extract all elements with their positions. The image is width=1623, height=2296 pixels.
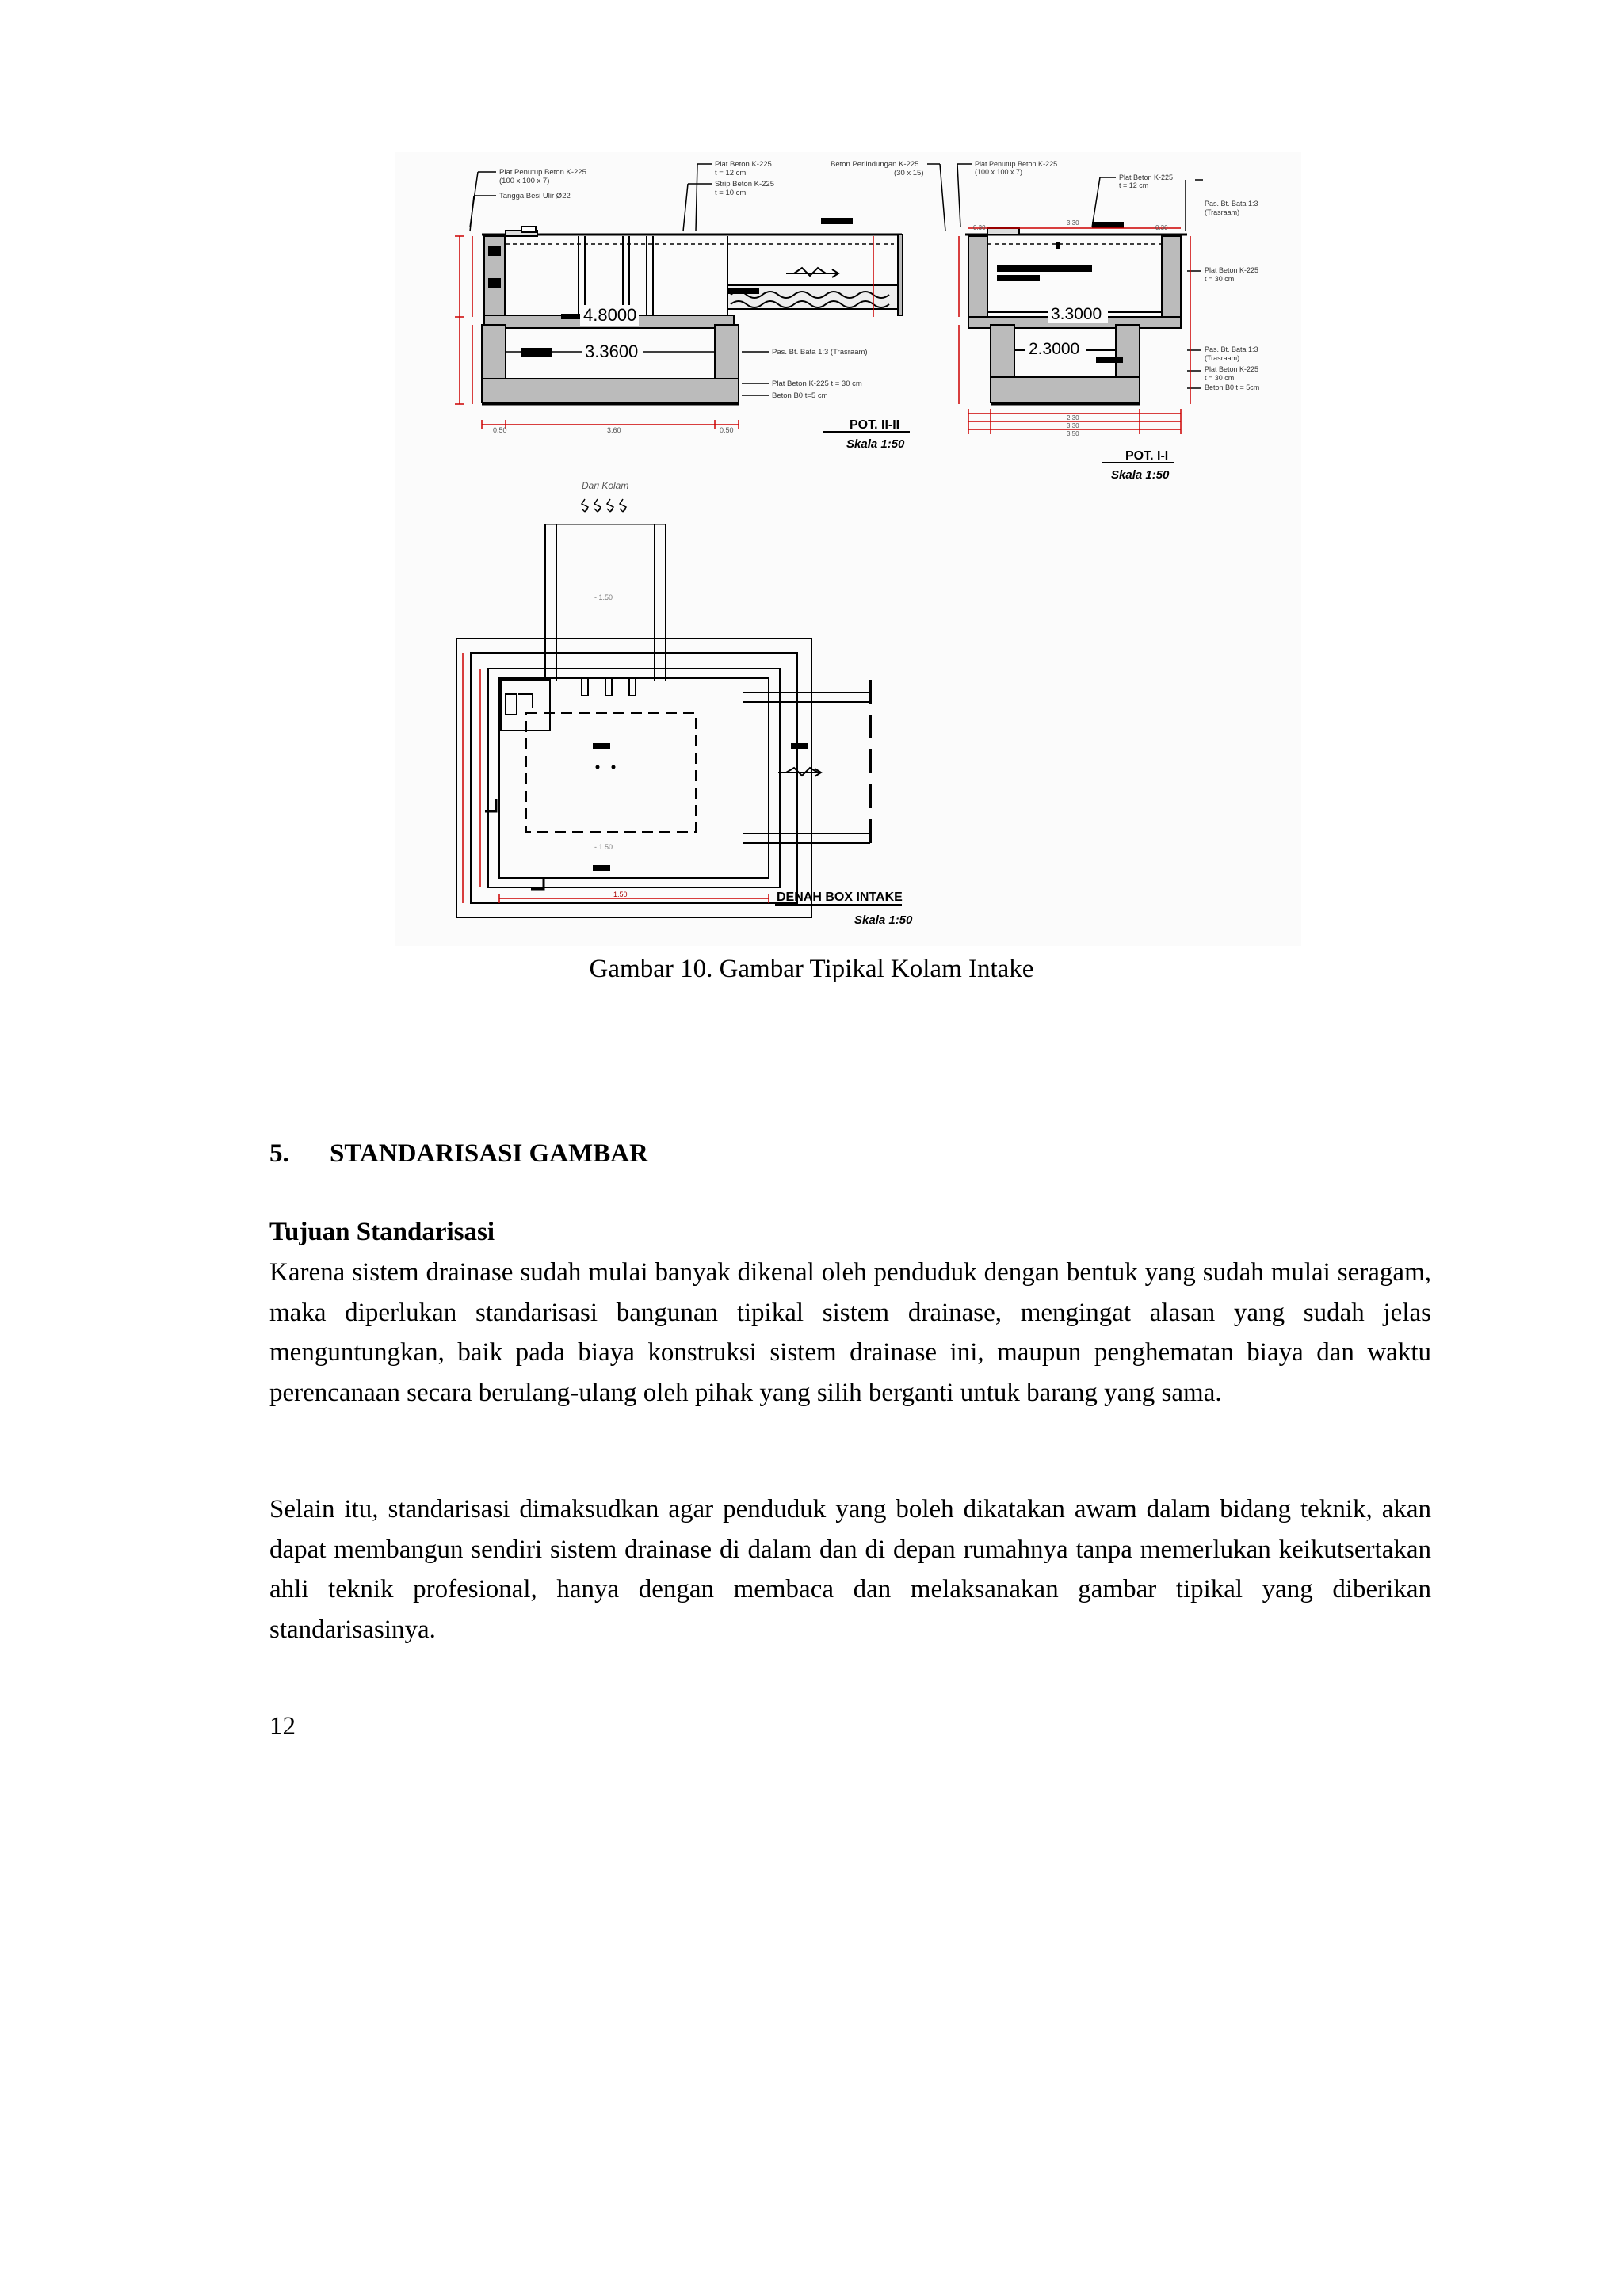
svg-text:3.30: 3.30 <box>1067 219 1079 227</box>
right-bottom-width: 2.3000 <box>1029 340 1080 358</box>
section-right-title: POT. I-I <box>1125 449 1169 463</box>
annotation: t = 30 cm <box>1205 374 1235 382</box>
body-paragraph: Karena sistem drainase sudah mulai banyak dikenal oleh penduduk dengan bentuk yang sudah mulai seragam, maka diperlukan standarisasi bangunan tipikal sistem drainase, mengingat alasan yang sudah jelas menguntungkan, baik pada biaya konstruksi sistem drainase ini, maupun penghematan biaya dan waktu perencanaan secara berulang-ulang oleh pihak yang silih berganti untuk barang yang sama. <box>269 1258 1431 1407</box>
section-heading <box>269 1138 648 1169</box>
annotation: Beton B0 t = 5cm <box>1205 383 1260 391</box>
svg-text:3.30: 3.30 <box>1067 422 1079 429</box>
left-bottom-width: 3.3600 <box>585 341 639 361</box>
annotation: Plat Beton K-225 <box>1205 365 1259 373</box>
annotation: (100 x 100 x 7) <box>975 168 1023 176</box>
annotation: (Trasraam) <box>1205 354 1240 362</box>
annotation: Pas. Bt. Bata 1:3 <box>1205 345 1258 353</box>
left-top-width: 4.8000 <box>583 305 637 325</box>
annotation: Plat Beton K-225 <box>1119 174 1174 181</box>
section-number: 5. <box>269 1139 289 1168</box>
plan-title: DENAH BOX INTAKE <box>777 891 903 904</box>
annotation: t = 12 cm <box>1119 181 1149 189</box>
annotation: t = 30 cm <box>1205 275 1235 283</box>
annotation: Beton Perlindungan K-225 <box>831 160 919 169</box>
annotation: (100 x 100 x 7) <box>499 177 550 185</box>
annotation: (30 x 15) <box>894 169 924 177</box>
annotation: Strip Beton K-225 <box>715 180 774 189</box>
annotation: t = 12 cm <box>715 169 747 177</box>
svg-text:2.30: 2.30 <box>1067 414 1079 421</box>
annotation: t = 10 cm <box>715 189 747 197</box>
cad-drawing <box>395 152 1301 946</box>
section-right-scale: Skala 1:50 <box>1111 468 1170 482</box>
svg-text:- 1.50: - 1.50 <box>594 593 613 601</box>
svg-text:3.60: 3.60 <box>607 426 621 434</box>
annotation: Pas. Bt. Bata 1:3 <box>1205 200 1258 208</box>
annotation: Plat Beton K-225 t = 30 cm <box>772 379 862 388</box>
svg-text:0.50: 0.50 <box>720 426 734 434</box>
section-left-title: POT. II-II <box>850 418 900 432</box>
right-top-width: 3.3000 <box>1051 305 1102 323</box>
section-left-scale: Skala 1:50 <box>846 437 905 451</box>
svg-text:3.50: 3.50 <box>1067 430 1079 437</box>
figure-typical-intake-pond <box>395 152 1301 946</box>
annotation: Plat Penutup Beton K-225 <box>975 160 1058 168</box>
svg-text:0.50: 0.50 <box>493 426 507 434</box>
annotation: Beton B0 t=5 cm <box>772 391 828 400</box>
body-paragraph: Selain itu, standarisasi dimaksudkan agar penduduk yang boleh dikatakan awam dalam bidang teknik, akan dapat membangun sendiri sistem drainase di dalam dan di depan rumahnya tanpa memerlukan keikutsertakan ahli teknik profesional, hanya dengan membaca dan melaksanakan gambar tipikal yang diberikan standarisasinya. <box>269 1495 1431 1644</box>
section-title: STANDARISASI GAMBAR <box>330 1139 648 1168</box>
plan-scale: Skala 1:50 <box>854 913 913 927</box>
svg-text:0.30: 0.30 <box>1155 224 1168 231</box>
annotation: Plat Beton K-225 <box>1205 266 1259 274</box>
annotation: Plat Penutup Beton K-225 <box>499 168 586 177</box>
annotation: Pas. Bt. Bata 1:3 (Trasraam) <box>772 348 868 357</box>
svg-text:0.30: 0.30 <box>973 224 986 231</box>
page-number: 12 <box>269 1712 296 1741</box>
annotation: Tangga Besi Ulir Ø22 <box>499 192 571 200</box>
subsection-heading: Tujuan Standarisasi <box>269 1218 495 1246</box>
plan-inlet-label: Dari Kolam <box>582 480 629 491</box>
svg-text:1.50: 1.50 <box>613 891 628 898</box>
annotation: (Trasraam) <box>1205 208 1240 216</box>
figure-caption: Gambar 10. Gambar Tipikal Kolam Intake <box>589 955 1034 983</box>
annotation: Plat Beton K-225 <box>715 160 772 169</box>
svg-text:- 1.50: - 1.50 <box>594 843 613 851</box>
